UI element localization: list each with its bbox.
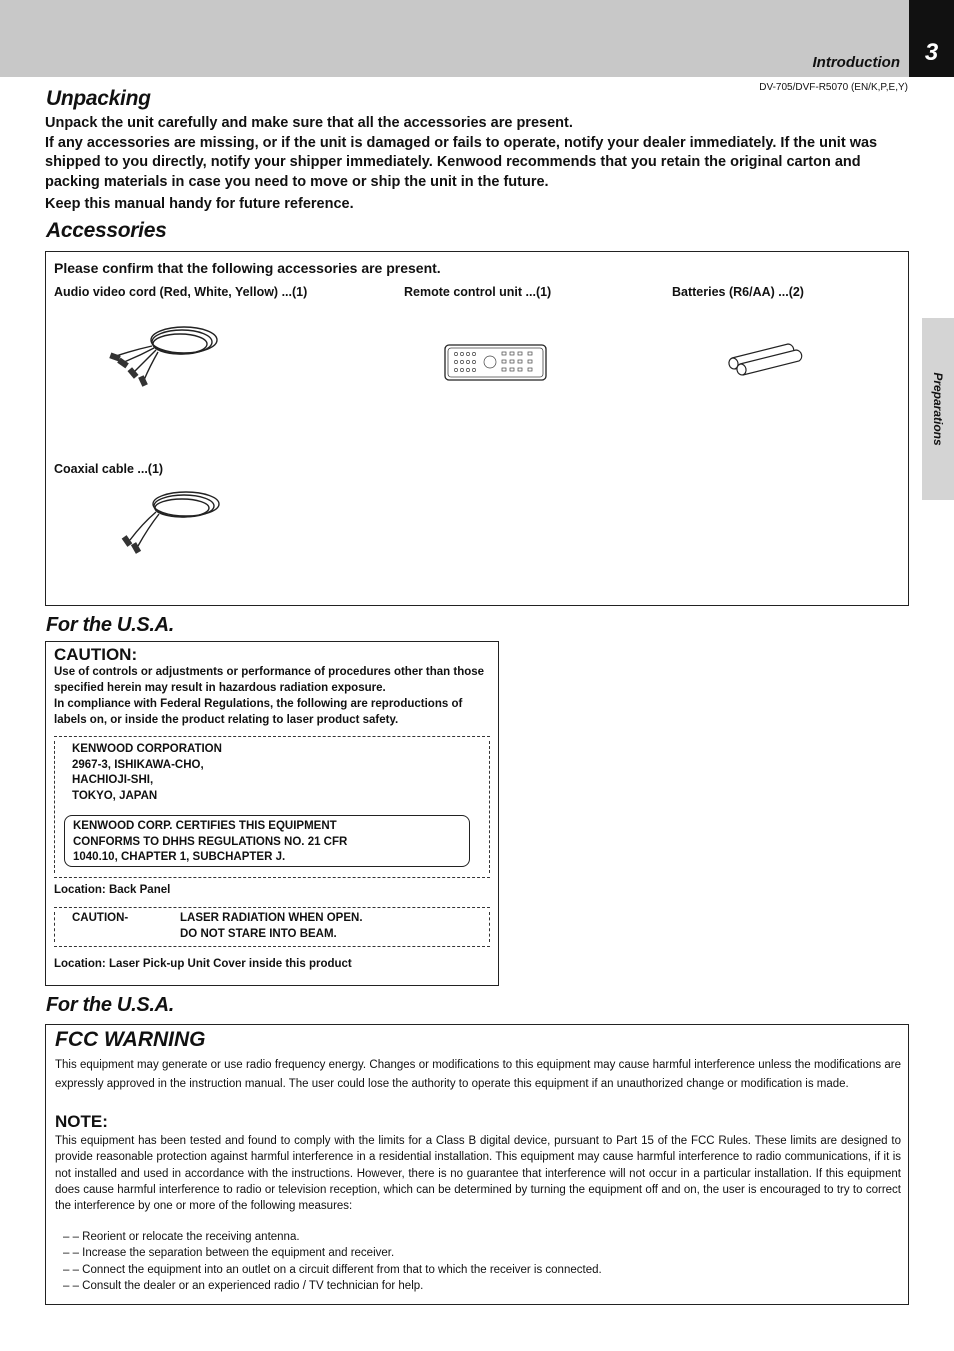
laser-warning-line: DO NOT STARE INTO BEAM. bbox=[180, 927, 337, 940]
address-line: HACHIOJI-SHI, bbox=[72, 774, 154, 786]
measures-list bbox=[55, 1229, 901, 1294]
address-line: TOKYO, JAPAN bbox=[72, 789, 158, 802]
address-line: KENWOOD CORPORATION bbox=[72, 743, 222, 755]
certification-label bbox=[64, 815, 470, 867]
certify-line: CONFORMS TO DHHS REGULATIONS NO. 21 CFR bbox=[73, 835, 348, 848]
laser-warning-label bbox=[54, 907, 490, 947]
unpacking-text bbox=[45, 114, 913, 192]
accessories-heading: Accessories bbox=[46, 219, 167, 242]
caution-text-1: Use of controls or adjustments or performance of procedures other than those specified herein may result in hazardous radiation exposure. bbox=[54, 666, 485, 694]
laser-warning-line: LASER RADIATION WHEN OPEN. bbox=[180, 912, 363, 924]
accessories-box bbox=[45, 251, 909, 606]
laser-caution-box bbox=[45, 641, 499, 986]
accessories-confirm: Please confirm that the following accessories are present. bbox=[54, 260, 441, 276]
remote-control-illustration bbox=[444, 344, 548, 382]
accessory-label-batteries: Batteries (R6/AA) ...(2) bbox=[672, 285, 804, 299]
usa-heading-2: For the U.S.A. bbox=[46, 994, 175, 1016]
accessory-label-coaxial: Coaxial cable ...(1) bbox=[54, 462, 164, 476]
coaxial-cable-illustration bbox=[114, 490, 222, 562]
av-cord-illustration bbox=[104, 320, 224, 400]
list-item: – – Reorient or relocate the receiving antenna. bbox=[63, 1231, 300, 1243]
unpacking-heading: Unpacking bbox=[46, 87, 151, 110]
laser-caution-word: CAUTION- bbox=[72, 912, 129, 924]
model-number: DV-705/DVF-R5070 (EN/K,P,E,Y) bbox=[759, 82, 908, 93]
fcc-warning-title: FCC WARNING bbox=[55, 1028, 206, 1051]
accessory-label-av-cord: Audio video cord (Red, White, Yellow) ...(1) bbox=[54, 285, 308, 299]
caution-text bbox=[54, 664, 494, 728]
section-name: Introduction bbox=[812, 54, 900, 71]
side-tab bbox=[922, 318, 954, 500]
caution-title: CAUTION: bbox=[54, 645, 138, 664]
location-back-panel: Location: Back Panel bbox=[54, 884, 171, 896]
list-item: – – Increase the separation between the equipment and receiver. bbox=[63, 1247, 395, 1260]
certify-line: 1040.10, CHAPTER 1, SUBCHAPTER J. bbox=[73, 851, 286, 863]
note-title: NOTE: bbox=[55, 1112, 108, 1131]
header-bar bbox=[0, 0, 909, 77]
fcc-warning-box bbox=[45, 1024, 909, 1305]
unpacking-line1: Unpack the unit carefully and make sure that all the accessories are present. bbox=[45, 115, 573, 131]
certify-line: KENWOOD CORP. CERTIFIES THIS EQUIPMENT bbox=[73, 820, 337, 832]
laser-warning-text bbox=[180, 911, 363, 942]
label-reproduction-box bbox=[54, 736, 490, 878]
side-tab-label: Preparations bbox=[931, 372, 945, 446]
list-item: – – Consult the dealer or an experienced radio / TV technician for help. bbox=[63, 1279, 424, 1292]
manufacturer-address bbox=[72, 742, 222, 804]
unpacking-line2: If any accessories are missing, or if the unit is damaged or fails to operate, notify your dealer immediately. If the unit was shipped to you directly, notify your shipper immediately. Kenwood recommends that you retain the original carton and packing materials in case you need to move or ship the unit in the future. bbox=[45, 134, 878, 190]
keep-manual-note: Keep this manual handy for future reference. bbox=[45, 196, 354, 212]
fcc-warning-text: This equipment may generate or use radio frequency energy. Changes or modifications to this equipment may cause harmful interference unless the modifications are expressly approved in the instruction manual. The user could lose the authority to operate this equipment if an unauthorized change or modification is made. bbox=[55, 1059, 901, 1090]
note-text: This equipment has been tested and found to comply with the limits for a Class B digital device, pursuant to Part 15 of the FCC Rules. These limits are designed to provide reasonable protection against harmful interference in a residential installation. This equipment may cause harmful interference to radio communications, if it is not installed and used in accordance with the instructions. However, there is no guarantee that interference will not occur in a particular installation. If this equipment does cause harmful interference to radio or television reception, which can be determined by turning the equipment off and on, the user is encouraged to try to correct the interference by one or more of the following measures: bbox=[55, 1135, 901, 1213]
accessory-label-remote: Remote control unit ...(1) bbox=[404, 285, 552, 299]
batteries-illustration bbox=[726, 340, 806, 380]
address-line: 2967-3, ISHIKAWA-CHO, bbox=[72, 758, 204, 771]
location-pickup-cover: Location: Laser Pick-up Unit Cover inside this product bbox=[54, 958, 352, 970]
list-item: – – Connect the equipment into an outlet on a circuit different from that to which the receiver is connected. bbox=[63, 1263, 602, 1276]
page-number: 3 bbox=[909, 0, 954, 77]
caution-text-2: In compliance with Federal Regulations, the following are reproductions of labels on, or inside the product relating to laser product safety. bbox=[54, 698, 463, 726]
usa-heading-1: For the U.S.A. bbox=[46, 614, 175, 636]
